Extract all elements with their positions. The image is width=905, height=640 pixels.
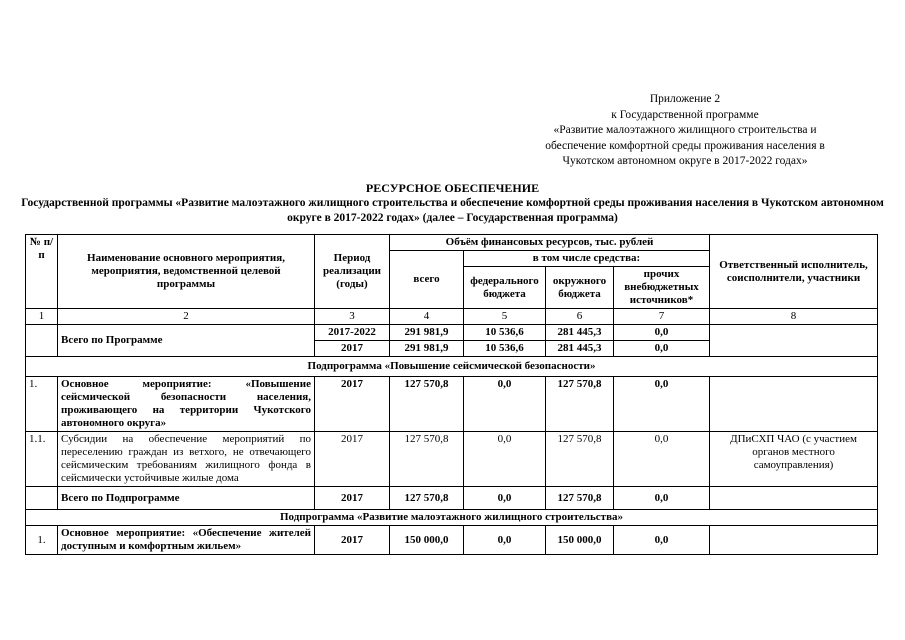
appendix-block — [500, 92, 870, 170]
federal-cell: 0,0 — [464, 377, 546, 432]
empty-cell — [26, 487, 58, 510]
event-name: Основное мероприятие: «Повышение сейсмической безопасности населения, проживающего на территории Чукотского автономного округа» — [58, 377, 315, 432]
row-num: 1.1. — [26, 432, 58, 487]
district-cell: 127 570,8 — [546, 432, 614, 487]
district-cell: 127 570,8 — [546, 377, 614, 432]
period-cell: 2017 — [315, 377, 390, 432]
header-period: Период реализации (годы) — [315, 235, 390, 309]
period-cell: 2017 — [315, 341, 390, 357]
row-num: 1. — [26, 526, 58, 555]
header-including: в том числе средства: — [464, 251, 710, 267]
empty-cell — [710, 526, 878, 555]
main-event-row — [26, 526, 878, 555]
other-cell: 0,0 — [614, 432, 710, 487]
col-number: 2 — [58, 309, 315, 325]
district-cell: 281 445,3 — [546, 325, 614, 341]
total-cell: 127 570,8 — [390, 487, 464, 510]
header-district: окружного бюджета — [546, 267, 614, 309]
empty-cell — [710, 325, 878, 357]
col-number: 5 — [464, 309, 546, 325]
col-number: 7 — [614, 309, 710, 325]
subprogram-total-label: Всего по Подпрограмме — [58, 487, 315, 510]
empty-cell — [26, 325, 58, 357]
event-name: Субсидии на обеспечение мероприятий по переселению граждан из ветхого, не отвечающего сейсмическим требованиям жилищного фонда в сейсмически устойчивые жилые дома — [58, 432, 315, 487]
header-num: № п/п — [26, 235, 58, 309]
header-federal: федерального бюджета — [464, 267, 546, 309]
other-cell: 0,0 — [614, 487, 710, 510]
header-name: Наименование основного мероприятия, мероприятия, ведомственной целевой программы — [58, 235, 315, 309]
column-number-row — [26, 309, 878, 325]
period-cell: 2017 — [315, 526, 390, 555]
col-number: 1 — [26, 309, 58, 325]
federal-cell: 0,0 — [464, 432, 546, 487]
col-number: 3 — [315, 309, 390, 325]
sub-event-row — [26, 432, 878, 487]
col-number: 4 — [390, 309, 464, 325]
total-cell: 150 000,0 — [390, 526, 464, 555]
appendix-line: Чукотском автономном округе в 2017-2022 годах» — [562, 155, 808, 167]
row-num: 1. — [26, 377, 58, 432]
resource-table — [25, 234, 878, 555]
empty-cell — [710, 487, 878, 510]
period-cell: 2017-2022 — [315, 325, 390, 341]
district-cell: 150 000,0 — [546, 526, 614, 555]
total-program-row — [26, 325, 878, 341]
total-cell: 291 981,9 — [390, 341, 464, 357]
total-cell: 127 570,8 — [390, 377, 464, 432]
empty-cell — [710, 377, 878, 432]
subprogram-title: Подпрограмма «Повышение сейсмической безопасности» — [26, 357, 878, 377]
total-cell: 127 570,8 — [390, 432, 464, 487]
col-number: 6 — [546, 309, 614, 325]
subprogram-title-row — [26, 357, 878, 377]
header-responsible: Ответственный исполнитель, соисполнители, участники — [710, 235, 878, 309]
appendix-line: «Развитие малоэтажного жилищного строительства и — [553, 124, 817, 136]
document-subtitle: Государственной программы «Развитие малоэтажного жилищного строительства и обеспечение комфортной среды проживания населения в Чукотском автономном округе в 2017-2022 годах» (далее – Государственная программа) — [21, 197, 884, 224]
other-cell: 0,0 — [614, 341, 710, 357]
total-program-label: Всего по Программе — [58, 325, 315, 357]
district-cell: 281 445,3 — [546, 341, 614, 357]
other-cell: 0,0 — [614, 377, 710, 432]
federal-cell: 10 536,6 — [464, 341, 546, 357]
responsible-cell: ДПиСХП ЧАО (с участием органов местного самоуправления) — [710, 432, 878, 487]
header-total: всего — [390, 251, 464, 309]
total-cell: 291 981,9 — [390, 325, 464, 341]
federal-cell: 0,0 — [464, 487, 546, 510]
period-cell: 2017 — [315, 432, 390, 487]
period-cell: 2017 — [315, 487, 390, 510]
subprogram-title-row — [26, 510, 878, 526]
event-name: Основное мероприятие: «Обеспечение жителей доступным и комфортным жильем» — [58, 526, 315, 555]
appendix-line: обеспечение комфортной среды проживания населения в — [545, 139, 825, 152]
district-cell: 127 570,8 — [546, 487, 614, 510]
col-number: 8 — [710, 309, 878, 325]
header-volume: Объём финансовых ресурсов, тыс. рублей — [390, 235, 710, 251]
header-other: прочих внебюджетных источников* — [614, 267, 710, 309]
subprogram-total-row — [26, 487, 878, 510]
document-title: РЕСУРСНОЕ ОБЕСПЕЧЕНИЕ — [365, 181, 540, 195]
appendix-line: Приложение 2 — [649, 93, 721, 105]
main-event-row — [26, 377, 878, 432]
federal-cell: 0,0 — [464, 526, 546, 555]
federal-cell: 10 536,6 — [464, 325, 546, 341]
subprogram-title: Подпрограмма «Развитие малоэтажного жилищного строительства» — [26, 510, 878, 526]
other-cell: 0,0 — [614, 325, 710, 341]
header-row — [26, 235, 878, 251]
other-cell: 0,0 — [614, 526, 710, 555]
appendix-line: к Государственной программе — [611, 108, 759, 121]
